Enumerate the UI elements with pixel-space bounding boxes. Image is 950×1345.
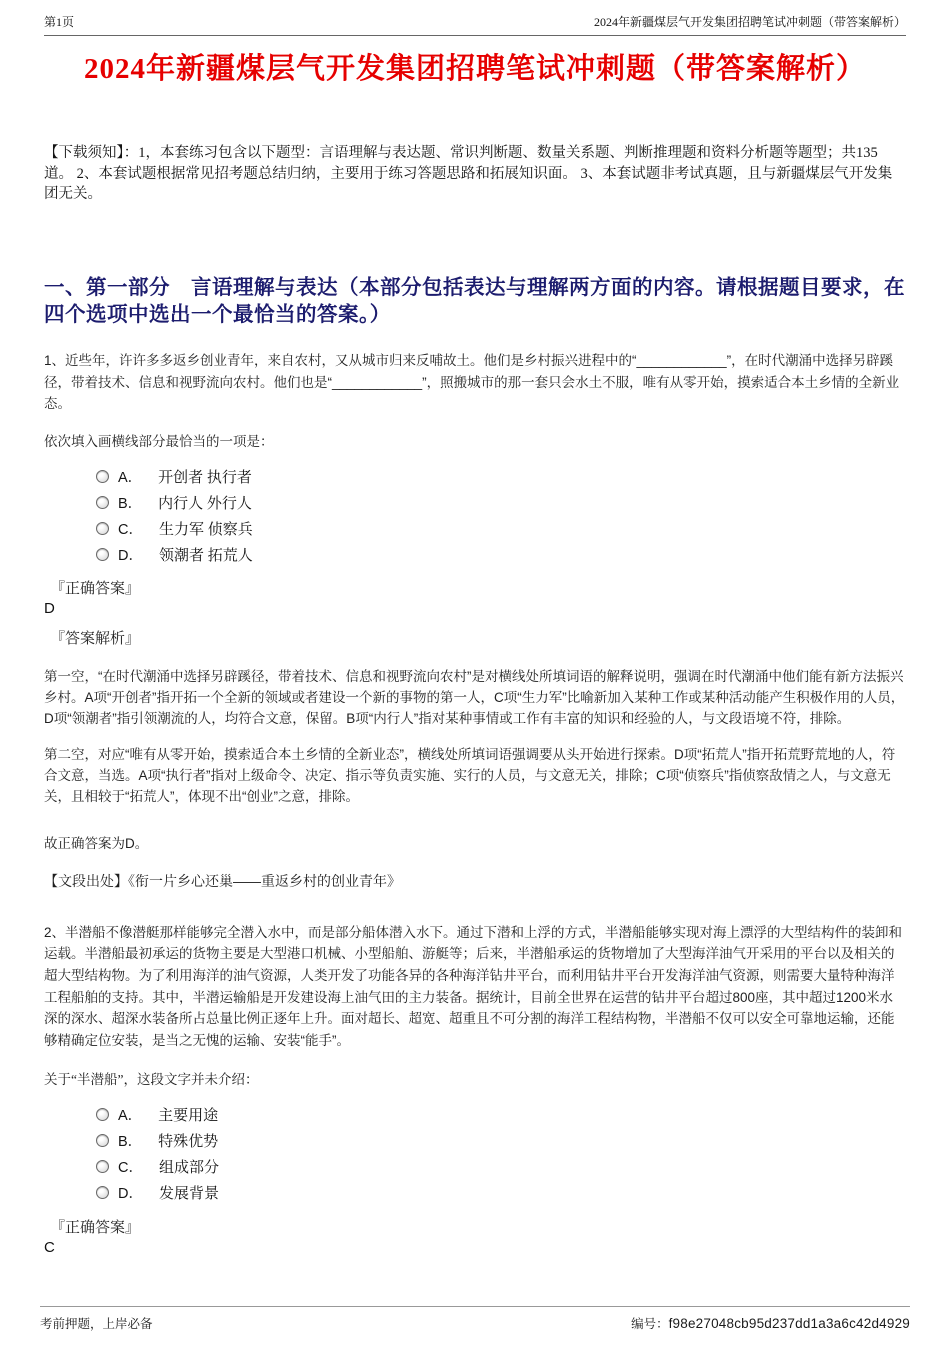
radio-button-icon[interactable] <box>96 470 109 483</box>
option-text: 生力军 侦察兵 <box>158 521 253 538</box>
option-letter: B． <box>118 1134 143 1151</box>
analysis-paragraph: 第一空，“在时代潮涌中选择另辟蹊径，带着技术、信息和视野流向农村”是对横线处所填词语的解释说明，强调在时代潮涌中他们能有新方法振兴乡村。A项“开创者”指开拓一个全新的领域或者建设一个新的事物的第一人，C项“生力军”比喻新加入某种工作或某种活动能产生积极作用的人员，D项“领潮者”指引领潮流的人，均符合文意，保留。B项“内行人”指对某种事情或工作有丰富的知识和经验的人，与文段语境不符，排除。 <box>44 669 905 727</box>
radio-button-icon[interactable] <box>96 1160 109 1173</box>
option-b[interactable] <box>96 1128 906 1154</box>
option-letter: D． <box>118 1186 143 1203</box>
correct-answer-label: 『正确答案』 <box>50 1219 141 1236</box>
option-text: 主要用途 <box>158 1108 219 1125</box>
page-header <box>44 13 906 36</box>
footer-slogan: 考前押题，上岸必备 <box>40 1317 153 1331</box>
question-prompt: 依次填入画横线部分最恰当的一项是： <box>44 433 274 449</box>
radio-button-icon[interactable] <box>96 496 109 509</box>
option-a[interactable] <box>96 1102 906 1128</box>
footer-id-value: f98e27048cb95d237dd1a3a6c42d4929 <box>668 1316 910 1331</box>
option-text: 发展背景 <box>158 1186 219 1203</box>
option-letter: D． <box>118 547 143 564</box>
option-text: 内行人 外行人 <box>158 495 252 512</box>
radio-button-icon[interactable] <box>96 1108 109 1121</box>
option-text: 特殊优势 <box>158 1134 219 1151</box>
page-title: 2024年新疆煤层气开发集团招聘笔试冲刺题（带答案解析） <box>83 53 866 85</box>
option-letter: A． <box>118 1108 143 1125</box>
question-2 <box>44 922 906 1256</box>
section-heading: 一、第一部分 言语理解与表达（本部分包括表达与理解两方面的内容。请根据题目要求，在四个选项中选出一个最恰当的答案。） <box>44 276 905 327</box>
passage-source: 【文段出处】《衔一片乡心还巢——重返乡村的创业青年》 <box>44 872 401 889</box>
option-b[interactable] <box>96 489 906 515</box>
option-d[interactable] <box>96 1180 906 1206</box>
option-text: 开创者 执行者 <box>158 469 252 486</box>
correct-answer-value: C <box>44 1238 55 1256</box>
option-c[interactable] <box>96 1154 906 1180</box>
page-number-label: 第1页 <box>44 15 75 29</box>
option-letter: B． <box>118 495 143 512</box>
option-d[interactable] <box>96 541 906 567</box>
page-footer <box>40 1306 910 1332</box>
option-c[interactable] <box>96 515 906 541</box>
option-text: 组成部分 <box>158 1160 219 1177</box>
analysis-paragraph: 第二空，对应“唯有从零开始，摸索适合本土乡情的全新业态”，横线处所填词语强调要从头开始进行探索。D项“拓荒人”指开拓荒野荒地的人，符合文意，当选。A项“执行者”指对上级命令、决定、指示等负责实施、实行的人员，与文意无关，排除；C项“侦察兵”指侦察敌情之人，与文意无关，且相较于“拓荒人”，体现不出“创业”之意，排除。 <box>44 747 896 804</box>
radio-button-icon[interactable] <box>96 1134 109 1147</box>
options-group <box>96 463 906 567</box>
correct-answer-label: 『正确答案』 <box>50 581 141 598</box>
option-a[interactable] <box>96 463 906 489</box>
radio-button-icon[interactable] <box>96 522 109 535</box>
question-1 <box>44 350 906 891</box>
download-notice: 【下载须知】：1，本套练习包含以下题型：言语理解与表达题、常识判断题、数量关系题、判断推理题和资料分析题等题型；共135道。 2、本套试题根据常见招考题总结归纳，主要用于练习答题思路和拓展知识面。 3、本套试题非考试真题，且与新疆煤层气开发集团无关。 <box>44 145 893 203</box>
conclusion-line: 故正确答案为D。 <box>44 835 149 851</box>
option-letter: C． <box>118 1160 143 1177</box>
header-doc-title: 2024年新疆煤层气开发集团招聘笔试冲刺题（带答案解析） <box>593 15 906 29</box>
radio-button-icon[interactable] <box>96 1186 109 1199</box>
answer-analysis-label: 『答案解析』 <box>50 631 141 648</box>
option-text: 领潮者 拓荒人 <box>158 547 253 564</box>
footer-id-label: 编号： <box>631 1317 669 1331</box>
question-prompt: 关于“半潜船”，这段文字并未介绍： <box>44 1072 259 1088</box>
footer-document-id <box>631 1314 910 1332</box>
correct-answer-value: D <box>44 600 55 618</box>
radio-button-icon[interactable] <box>96 548 109 561</box>
question-stem: 1、近些年，许许多多返乡创业青年，来自农村，又从城市归来反哺故土。他们是乡村振兴进程中的“____________”，在时代潮涌中选择另辟蹊径，带着技术、信息和视野流向农村。他们也是“____________”，照搬城市的那一套只会水土不服，唯有从零开始，摸索适合本土乡情的全新业态。 <box>44 353 900 412</box>
option-letter: A． <box>118 469 143 486</box>
options-group <box>96 1102 906 1206</box>
question-stem: 2、半潜船不像潜艇那样能够完全潜入水中，而是部分船体潜入水下。通过下潜和上浮的方式，半潜船能够实现对海上漂浮的大型结构件的装卸和运载。半潜船最初承运的货物主要是大型港口机械、小型船舶、游艇等；后来，半潜船承运的货物增加了大型海洋油气开采用的平台以及相关的超大型结构物。为了利用海洋的油气资源，人类开发了功能各异的各种海洋钻井平台，而利用钻井平台开发海洋油气资源，则需要大量特种海洋工程船舶的支持。其中，半潜运输船是开发建设海上油气田的主力装备。据统计，目前全世界在运营的钻井平台超过800座，其中超过1200米水深的深水、超深水装备所占总量比例正逐年上升。面对超长、超宽、超重且不可分割的海洋工程结构物，半潜船不仅可以安全可靠地运输，还能够精确定位安装，是当之无愧的运输、安装“能手”。 <box>44 924 903 1048</box>
option-letter: C． <box>118 521 143 538</box>
